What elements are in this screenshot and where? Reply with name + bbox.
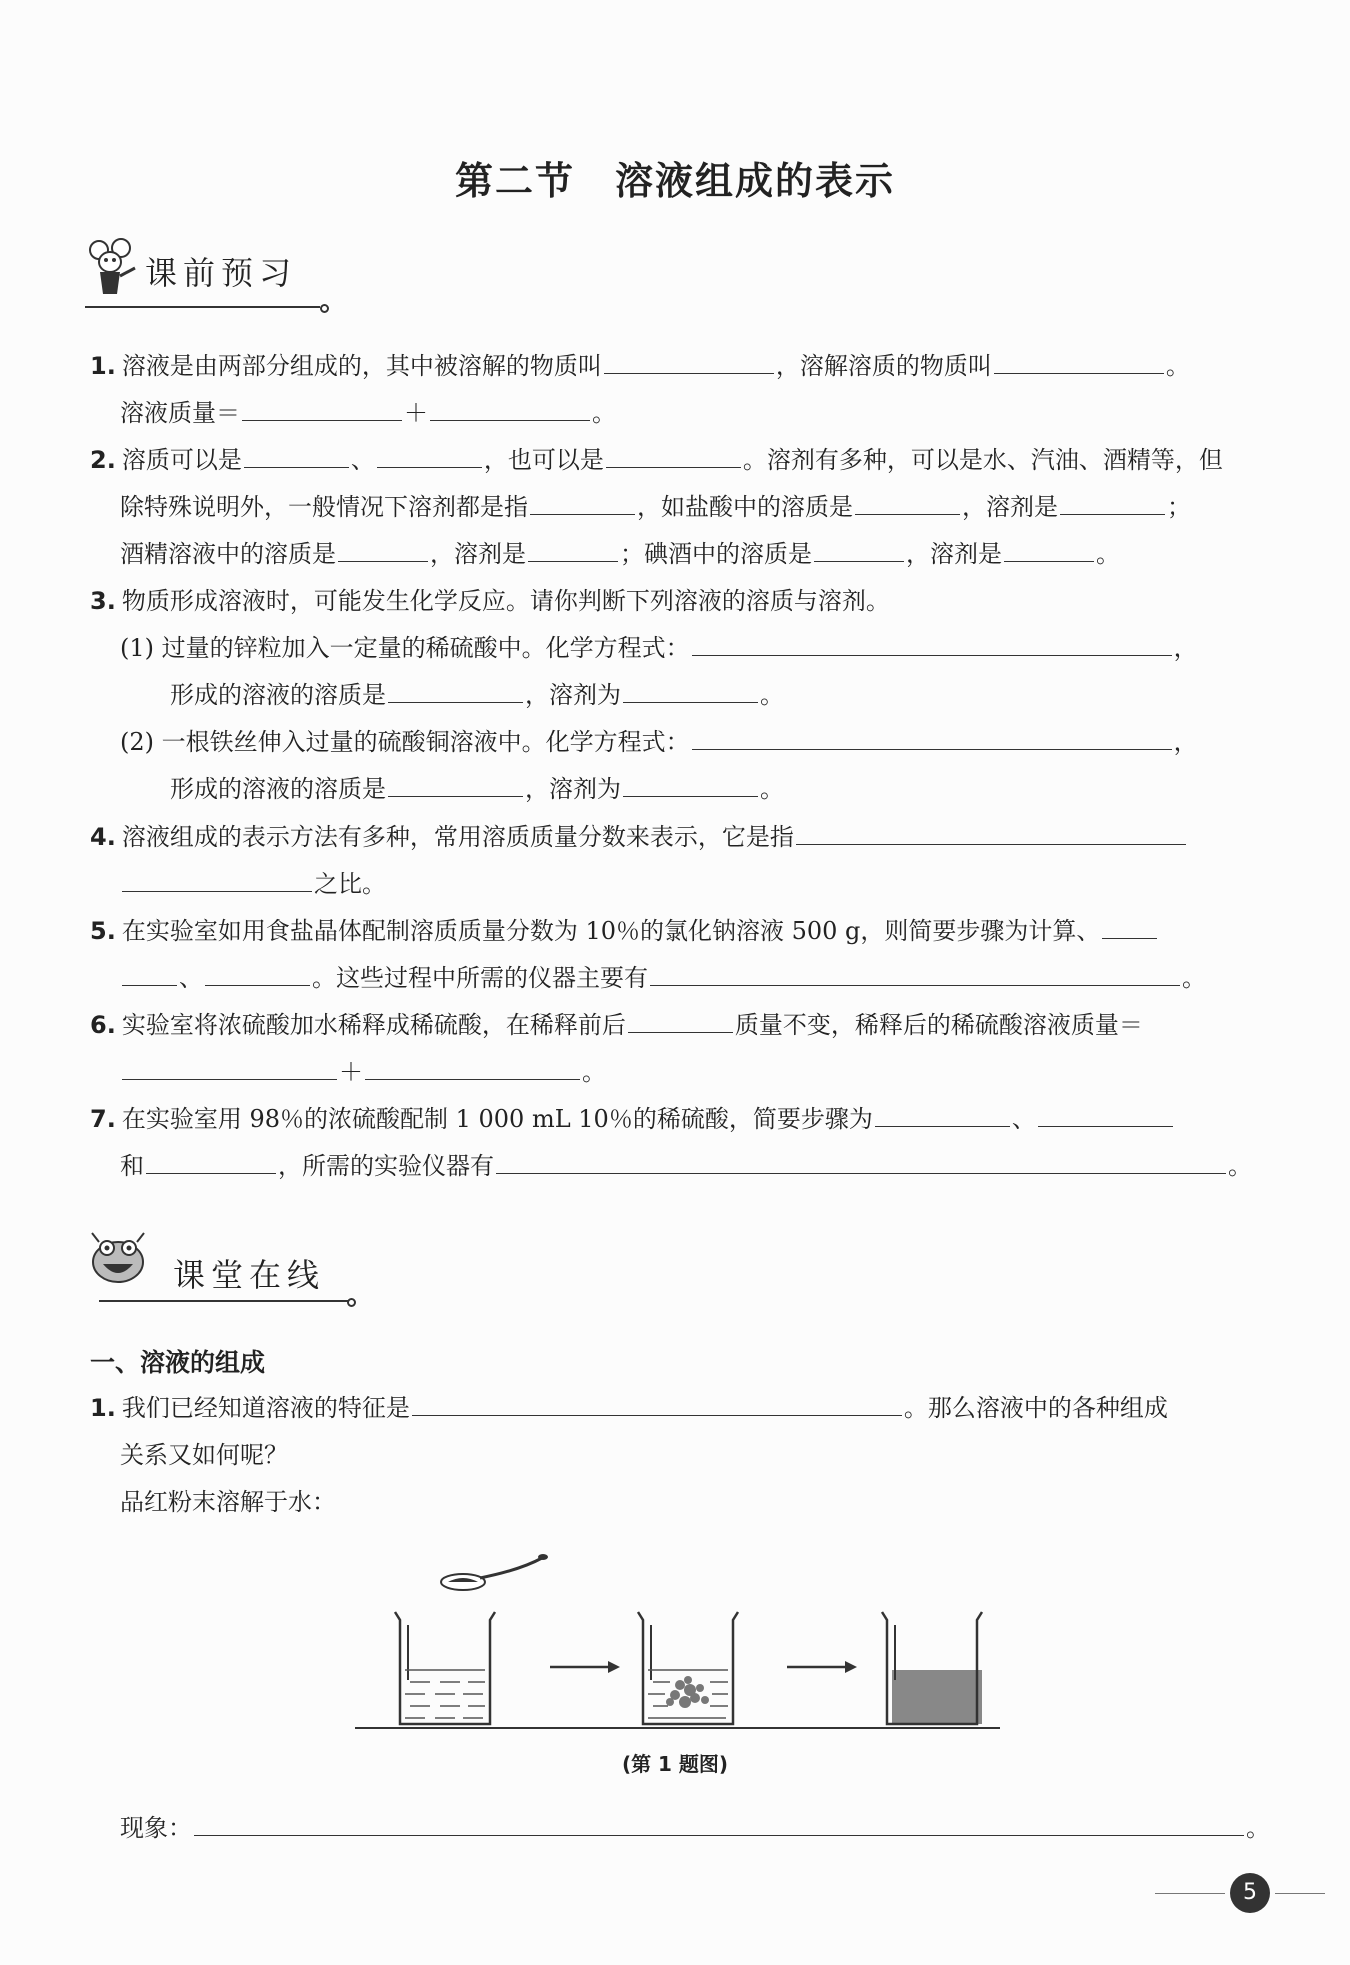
answer-blank[interactable] xyxy=(430,390,590,421)
q2-text-k: ；碘酒中的溶质是 xyxy=(620,540,812,568)
q7-text-c: 和 xyxy=(120,1152,144,1180)
q2-text-g: ，溶剂是 xyxy=(962,493,1058,521)
q6-text-end: 。 xyxy=(582,1058,606,1086)
question-number: 3. xyxy=(90,587,116,615)
q2-text-m: 。 xyxy=(1096,540,1120,568)
answer-blank[interactable] xyxy=(623,672,758,703)
q3-sub1-solute-label: 形成的溶液的溶质是 xyxy=(170,681,386,709)
q2-text-d: 。溶剂有多种，可以是水、汽油、酒精等，但 xyxy=(742,446,1223,474)
q3-sub1-solvent-label: ，溶剂为 xyxy=(525,681,621,709)
answer-blank[interactable] xyxy=(146,1143,276,1174)
section-banner-online xyxy=(85,1232,365,1302)
p1q1-text-c: 关系又如何呢？ xyxy=(120,1441,288,1469)
q2-text-l: ，溶剂是 xyxy=(906,540,1002,568)
q3-sub2-text: (2) 一根铁丝伸入过量的硫酸铜溶液中。化学方程式： xyxy=(120,728,690,756)
question-2 xyxy=(90,437,1270,578)
p1q1-text-b: 。那么溶液中的各种组成 xyxy=(903,1394,1168,1422)
answer-blank[interactable] xyxy=(388,672,523,703)
question-5 xyxy=(90,908,1270,1002)
q1-plus: ＋ xyxy=(404,399,428,427)
q1-text-b: ，溶解溶质的物质叫 xyxy=(775,352,992,380)
answer-blank[interactable] xyxy=(388,766,523,797)
answer-blank[interactable] xyxy=(606,437,741,468)
q6-text-b: 质量不变，稀释后的稀硫酸溶液质量＝ xyxy=(734,1011,1143,1039)
answer-blank[interactable] xyxy=(628,1002,733,1033)
answer-blank[interactable] xyxy=(122,1049,337,1080)
answer-blank[interactable] xyxy=(365,1049,580,1080)
answer-blank[interactable] xyxy=(244,437,349,468)
question-number: 1. xyxy=(90,1394,116,1422)
banner-dot xyxy=(347,1298,356,1307)
q1-text-d: 溶液质量＝ xyxy=(120,399,240,427)
bug-mascot-icon xyxy=(87,1230,149,1290)
q3-comma: ， xyxy=(1173,634,1198,662)
answer-blank[interactable] xyxy=(496,1143,1226,1174)
answer-blank-cont[interactable] xyxy=(122,955,177,986)
page-number: 5 xyxy=(1230,1873,1270,1913)
answer-blank[interactable] xyxy=(623,766,758,797)
answer-blank[interactable] xyxy=(814,531,904,562)
q6-text-a: 实验室将浓硫酸加水稀释成稀硫酸，在稀释前后 xyxy=(121,1011,626,1039)
answer-blank[interactable] xyxy=(604,343,774,374)
question-number: 7. xyxy=(90,1105,116,1133)
answer-blank[interactable] xyxy=(1004,531,1094,562)
answer-blank[interactable] xyxy=(530,484,635,515)
q5-text-b: 、 xyxy=(179,964,203,992)
section-title-online: 课堂在线 xyxy=(173,1256,326,1294)
equation-blank[interactable] xyxy=(692,719,1172,750)
answer-blank[interactable] xyxy=(377,437,482,468)
answer-blank[interactable] xyxy=(1060,484,1165,515)
banner-rule xyxy=(99,1300,349,1302)
phenomenon-end: 。 xyxy=(1246,1814,1270,1842)
q7-text-e: 。 xyxy=(1228,1152,1252,1180)
answer-blank[interactable] xyxy=(875,1096,1010,1127)
q3-comma: ， xyxy=(1173,728,1198,756)
dissolving-powder xyxy=(666,1676,709,1708)
spoon-icon xyxy=(441,1554,548,1590)
answer-blank[interactable] xyxy=(242,390,402,421)
question-number: 4. xyxy=(90,823,116,851)
q2-text-f: ，如盐酸中的溶质是 xyxy=(637,493,853,521)
answer-blank[interactable] xyxy=(650,955,1180,986)
p1q1-text-a: 我们已经知道溶液的特征是 xyxy=(121,1394,410,1422)
answer-blank[interactable] xyxy=(1102,908,1157,939)
question-6 xyxy=(90,1002,1270,1096)
answer-blank[interactable] xyxy=(412,1385,902,1416)
q3-sub2-solvent-label: ，溶剂为 xyxy=(525,775,621,803)
q2-text-e: 除特殊说明外，一般情况下溶剂都是指 xyxy=(120,493,528,521)
subsection-heading: 一、溶液的组成 xyxy=(90,1348,266,1377)
figure-caption: (第 1 题图) xyxy=(621,1752,729,1776)
phenomenon-label: 现象： xyxy=(120,1814,192,1842)
phenomenon-blank[interactable] xyxy=(194,1805,1244,1836)
answer-blank[interactable] xyxy=(528,531,618,562)
q5-text-c: 。这些过程中所需的仪器主要有 xyxy=(312,964,648,992)
question-number: 6. xyxy=(90,1011,116,1039)
page-number-rule xyxy=(1155,1893,1225,1894)
title-text: 溶液组成的表示 xyxy=(615,158,896,203)
part1-question-1 xyxy=(90,1385,1270,1526)
p1q1-text-d: 品红粉末溶解于水： xyxy=(120,1488,336,1516)
arrow-right-icon xyxy=(787,1661,857,1673)
beaker-diagram xyxy=(350,1540,1010,1740)
question-4 xyxy=(90,814,1270,908)
q1-text-a: 溶液是由两部分组成的，其中被溶解的物质叫 xyxy=(121,352,602,380)
section-banner-preview xyxy=(85,238,345,308)
q3-end: 。 xyxy=(760,681,784,709)
answer-blank[interactable] xyxy=(205,955,310,986)
answer-blank[interactable] xyxy=(338,531,428,562)
arrow-right-icon xyxy=(550,1661,620,1673)
beaker-3 xyxy=(882,1612,982,1724)
question-number: 5. xyxy=(90,917,116,945)
q5-text-d: 。 xyxy=(1182,964,1206,992)
q4-text: 溶液组成的表示方法有多种，常用溶质质量分数来表示，它是指 xyxy=(121,823,794,851)
q2-text-a: 溶质可以是 xyxy=(121,446,242,474)
q2-text-b: 、 xyxy=(350,446,375,474)
q2-text-i: 酒精溶液中的溶质是 xyxy=(120,540,336,568)
q7-text-d: ，所需的实验仪器有 xyxy=(278,1152,494,1180)
banner-rule xyxy=(85,306,320,308)
mouse-mascot-icon xyxy=(85,238,141,298)
q6-plus: ＋ xyxy=(339,1058,363,1086)
section-title-preview: 课前预习 xyxy=(145,254,298,292)
q3-sub1-text: (1) 过量的锌粒加入一定量的稀硫酸中。化学方程式： xyxy=(120,634,690,662)
q1-text-c: 。 xyxy=(1165,352,1190,380)
q1-text-e: 。 xyxy=(592,399,616,427)
q2-text-h: ； xyxy=(1167,493,1191,521)
question-number: 1. xyxy=(90,352,116,380)
question-1 xyxy=(90,343,1270,437)
page-number-rule xyxy=(1275,1893,1325,1894)
equation-blank[interactable] xyxy=(692,625,1172,656)
answer-blank[interactable] xyxy=(122,861,312,892)
banner-dot xyxy=(320,304,329,313)
q2-text-c: ，也可以是 xyxy=(483,446,604,474)
q2-text-j: ，溶剂是 xyxy=(430,540,526,568)
title-section-number: 第二节 xyxy=(454,158,575,203)
page-title xyxy=(0,150,1350,205)
answer-blank[interactable] xyxy=(994,343,1164,374)
beaker-2 xyxy=(638,1612,738,1724)
q3-end: 。 xyxy=(760,775,784,803)
q7-text-b: 、 xyxy=(1011,1105,1036,1133)
phenomenon-row xyxy=(120,1805,1300,1852)
beaker-1 xyxy=(395,1612,495,1724)
answer-blank[interactable] xyxy=(796,814,1186,845)
answer-blank[interactable] xyxy=(855,484,960,515)
q3-sub2-solute-label: 形成的溶液的溶质是 xyxy=(170,775,386,803)
question-number: 2. xyxy=(90,446,116,474)
q5-text: 在实验室如用食盐晶体配制溶质质量分数为 10％的氯化钠溶液 500 g，则简要步骤为计算、 xyxy=(121,917,1101,945)
q3-text: 物质形成溶液时，可能发生化学反应。请你判断下列溶液的溶质与溶剂。 xyxy=(121,587,890,615)
question-3 xyxy=(90,578,1270,813)
question-7 xyxy=(90,1096,1270,1190)
q7-text-a: 在实验室用 98％的浓硫酸配制 1 000 mL 10％的稀硫酸，简要步骤为 xyxy=(121,1105,873,1133)
answer-blank[interactable] xyxy=(1038,1096,1173,1127)
q4-text-end: 之比。 xyxy=(314,870,386,898)
